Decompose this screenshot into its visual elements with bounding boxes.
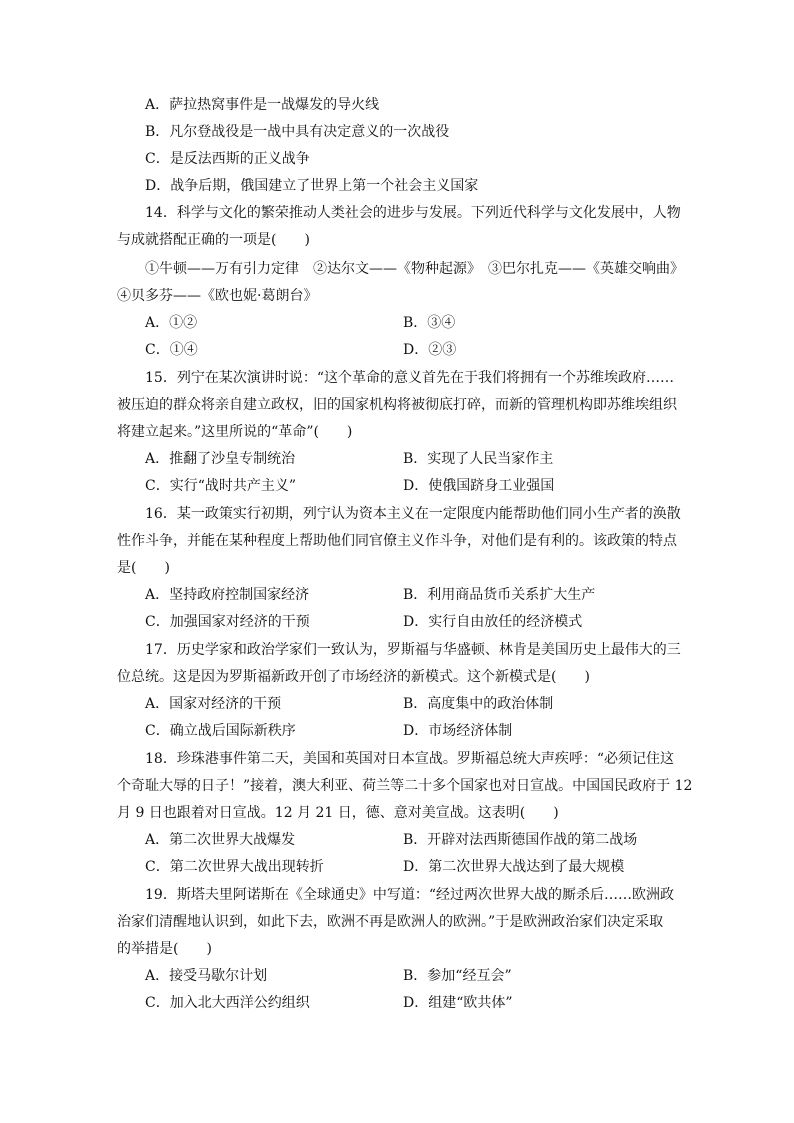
q13-option-d: D．战争后期，俄国建立了世界上第一个社会主义国家	[145, 178, 479, 194]
q16-option-d: D．实行自由放任的经济模式	[403, 614, 583, 630]
q16-option-c: C．加强国家对经济的干预	[145, 614, 310, 630]
q14-option-d: D．②③	[403, 342, 457, 358]
q14-option-b: B．③④	[403, 315, 456, 331]
q18-stem-line1: 18．珍珠港事件第二天，美国和英国对日本宣战。罗斯福总统大声疾呼：“必须记住这	[145, 751, 674, 767]
q15-option-b: B．实现了人民当家作主	[403, 451, 554, 467]
q15-stem-line1: 15．列宁在某次演讲时说：“这个革命的意义首先在于我们将拥有一个苏维埃政府……	[145, 370, 674, 386]
q13-option-b: B．凡尔登战役是一战中具有决定意义的一次战役	[145, 124, 450, 140]
q14-items-line1: ①牛顿——万有引力定律 ②达尔文——《物种起源》 ③巴尔扎克——《英雄交响曲》	[145, 261, 684, 277]
q19-stem-line1: 19．斯塔夫里阿诺斯在《全球通史》中写道：“经过两次世界大战的厮杀后……欧洲政	[145, 887, 674, 903]
q15-option-d: D．使俄国跻身工业强国	[403, 478, 555, 494]
q14-items-line2: ④贝多芬——《欧也妮·葛朗台》	[117, 288, 318, 304]
q19-option-b: B．参加“经互会”	[403, 968, 512, 984]
q16-stem-line3: 是( )	[117, 560, 170, 576]
q19-option-d: D．组建“欧共体”	[403, 995, 513, 1011]
q15-stem-line3: 将建立起来。”这里所说的“革命”( )	[117, 424, 353, 440]
q18-stem-line3: 月 9 日也跟着对日宣战。12 月 21 日，德、意对美宣战。这表明( )	[117, 805, 559, 821]
q18-option-a: A．第二次世界大战爆发	[145, 832, 296, 848]
q19-stem-line3: 的举措是( )	[117, 941, 212, 957]
q19-option-c: C．加入北大西洋公约组织	[145, 995, 310, 1011]
q16-stem-line1: 16．某一政策实行初期，列宁认为资本主义在一定限度内能帮助他们同小生产者的涣散	[145, 506, 681, 522]
q17-stem-line1: 17．历史学家和政治学家们一致认为，罗斯福与华盛顿、林肯是美国历史上最伟大的三	[145, 642, 681, 658]
q14-option-a: A．①②	[145, 315, 198, 331]
q18-option-b: B．开辟对法西斯德国作战的第二战场	[403, 832, 638, 848]
q13-option-a: A．萨拉热窝事件是一战爆发的导火线	[145, 97, 380, 113]
q14-stem-line2: 与成就搭配正确的一项是( )	[117, 232, 310, 248]
q15-option-a: A．推翻了沙皇专制统治	[145, 451, 296, 467]
q16-option-b: B．利用商品货币关系扩大生产	[403, 587, 596, 603]
q16-option-a: A．坚持政府控制国家经济	[145, 587, 310, 603]
q18-option-d: D．第二次世界大战达到了最大规模	[403, 859, 625, 875]
q15-option-c: C．实行“战时共产主义”	[145, 478, 297, 494]
q17-option-a: A．国家对经济的干预	[145, 696, 282, 712]
q14-stem-line1: 14．科学与文化的繁荣推动人类社会的进步与发展。下列近代科学与文化发展中，人物	[145, 205, 681, 221]
q17-option-b: B．高度集中的政治体制	[403, 696, 554, 712]
q14-option-c: C．①④	[145, 342, 198, 358]
q13-option-c: C．是反法西斯的正义战争	[145, 151, 310, 167]
q17-option-d: D．市场经济体制	[403, 723, 513, 739]
q19-option-a: A．接受马歇尔计划	[145, 968, 268, 984]
q18-stem-line2: 个奇耻大辱的日子！”接着，澳大利亚、荷兰等二十多个国家也对日宣战。中国国民政府于 12	[117, 778, 693, 794]
q16-stem-line2: 性作斗争，并能在某种程度上帮助他们同官僚主义作斗争，对他们是有利的。该政策的特点	[117, 533, 677, 549]
q17-stem-line2: 位总统。这是因为罗斯福新政开创了市场经济的新模式。这个新模式是( )	[117, 669, 590, 685]
q18-option-c: C．第二次世界大战出现转折	[145, 859, 324, 875]
q15-stem-line2: 被压迫的群众将亲自建立政权，旧的国家机构将被彻底打碎，而新的管理机构即苏维埃组织	[117, 397, 677, 413]
q17-option-c: C．确立战后国际新秩序	[145, 723, 296, 739]
q19-stem-line2: 治家们清醒地认识到，如此下去，欧洲不再是欧洲人的欧洲。”于是欧洲政治家们决定采取	[117, 914, 664, 930]
